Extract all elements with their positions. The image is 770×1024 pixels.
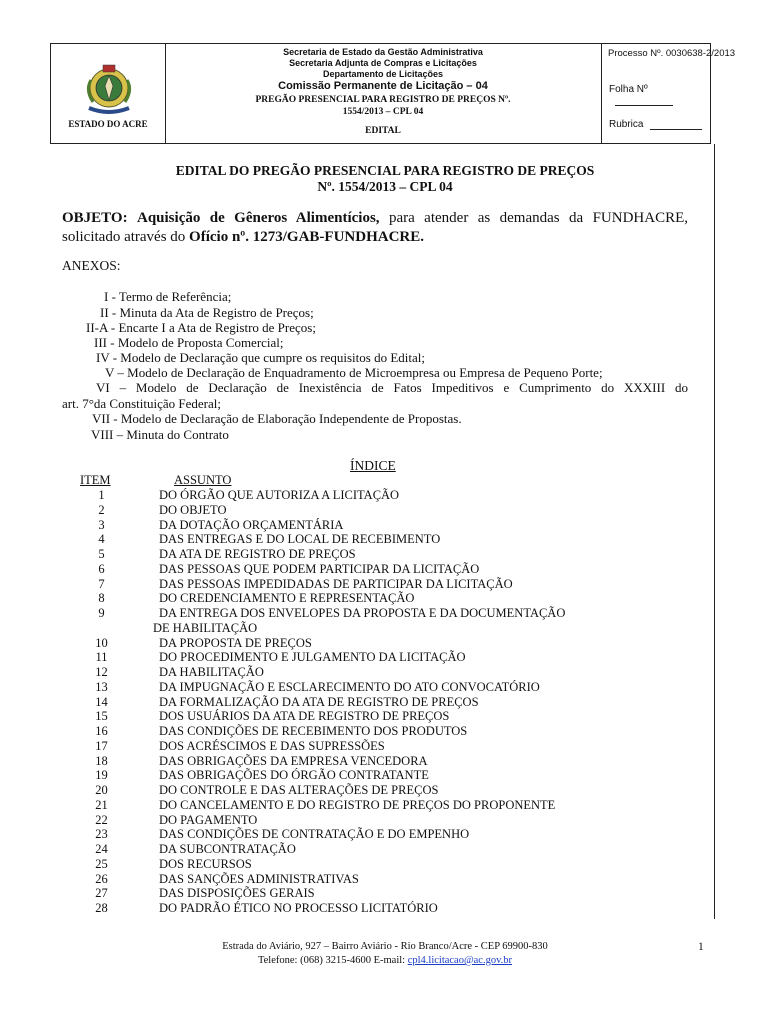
item-subject: DO ÓRGÃO QUE AUTORIZA A LICITAÇÃO bbox=[159, 488, 400, 502]
page-border-right bbox=[714, 144, 715, 919]
header-edital: EDITAL bbox=[365, 126, 401, 136]
footer-contact bbox=[0, 955, 770, 966]
anexo-item: II-A - Encarte I a Ata de Registro de Preços; bbox=[86, 320, 316, 335]
item-number: 22 bbox=[95, 812, 108, 827]
header-logo-cell bbox=[51, 44, 166, 143]
item-subject: DA HABILITAÇÃO bbox=[159, 665, 264, 679]
header-process-cell bbox=[602, 44, 736, 143]
objeto-paragraph bbox=[62, 209, 688, 247]
item-number: 23 bbox=[95, 827, 108, 842]
anexo-item-continuation: art. 7°da Constituição Federal; bbox=[62, 396, 221, 411]
item-number: 5 bbox=[98, 547, 105, 561]
item-number: 28 bbox=[95, 901, 108, 915]
item-number: 18 bbox=[95, 753, 108, 768]
folha-blank-line bbox=[615, 105, 673, 106]
item-subject: DA PROPOSTA DE PREÇOS bbox=[159, 635, 312, 650]
item-number: 9 bbox=[98, 606, 105, 620]
item-subject: DAS CONDIÇÕES DE CONTRATAÇÃO E DO EMPENHO bbox=[159, 827, 470, 842]
item-subject: DAS ENTREGAS E DO LOCAL DE RECEBIMENTO bbox=[159, 532, 441, 547]
item-subject: DO PROCEDIMENTO E JULGAMENTO DA LICITAÇÃO bbox=[159, 650, 466, 665]
header-pregao-line1: PREGÃO PRESENCIAL PARA REGISTRO DE PREÇOS Nº. bbox=[255, 95, 511, 105]
item-subject: DO PAGAMENTO bbox=[159, 812, 258, 827]
process-number: Processo Nº. 0030638-2/2013 bbox=[608, 48, 736, 59]
state-coat-of-arms-icon bbox=[81, 62, 137, 120]
item-subject: DOS RECURSOS bbox=[159, 856, 252, 871]
item-number: 4 bbox=[98, 532, 105, 547]
item-number: 27 bbox=[95, 886, 108, 901]
item-number: 8 bbox=[98, 591, 105, 606]
anexo-item: V – Modelo de Declaração de Enquadramento de Microempresa ou Empresa de Pequeno Porte; bbox=[105, 365, 603, 380]
indice-col-assunto: ASSUNTO bbox=[174, 473, 232, 487]
item-number: 3 bbox=[98, 517, 105, 532]
anexo-item: III - Modelo de Proposta Comercial; bbox=[94, 335, 284, 350]
item-number: 15 bbox=[95, 709, 108, 724]
anexo-item: IV - Modelo de Declaração que cumpre os requisitos do Edital; bbox=[96, 350, 425, 365]
header-pregao-line2: 1554/2013 – CPL 04 bbox=[342, 107, 424, 117]
header-title-cell bbox=[165, 44, 602, 143]
anexos-label: ANEXOS: bbox=[62, 258, 121, 273]
item-subject: DO OBJETO bbox=[159, 502, 227, 517]
item-number: 19 bbox=[95, 768, 108, 783]
anexo-item: II - Minuta da Ata de Registro de Preços; bbox=[100, 305, 314, 320]
item-number: 6 bbox=[98, 561, 105, 576]
item-subject: DO CONTROLE E DAS ALTERAÇÕES DE PREÇOS bbox=[159, 783, 439, 797]
item-subject: DOS USUÁRIOS DA ATA DE REGISTRO DE PREÇOS bbox=[159, 709, 450, 724]
anexo-item: VI – Modelo de Declaração de Inexistência de Fatos Impeditivos e Cumprimento do XXXIII do bbox=[96, 380, 688, 395]
item-number: 1 bbox=[98, 488, 105, 502]
item-number: 2 bbox=[98, 502, 105, 517]
item-subject: DA DOTAÇÃO ORÇAMENTÁRIA bbox=[159, 517, 344, 532]
item-subject: DA IMPUGNAÇÃO E ESCLARECIMENTO DO ATO CONVOCATÓRIO bbox=[159, 679, 540, 694]
item-subject: DA SUBCONTRATAÇÃO bbox=[159, 842, 296, 856]
edital-title-line1: EDITAL DO PREGÃO PRESENCIAL PARA REGISTRO DE PREÇOS bbox=[175, 163, 595, 178]
document-header bbox=[50, 43, 736, 144]
header-secretaria-adjunta: Secretaria Adjunta de Compras e Licitações bbox=[289, 58, 477, 68]
indice-col-item: ITEM bbox=[80, 473, 111, 487]
item-number: 26 bbox=[95, 871, 108, 886]
anexo-item: VIII – Minuta do Contrato bbox=[91, 427, 229, 442]
anexo-item: I - Termo de Referência; bbox=[104, 289, 232, 304]
indice-title: ÍNDICE bbox=[350, 458, 396, 473]
item-subject: DAS OBRIGAÇÕES DA EMPRESA VENCEDORA bbox=[159, 753, 428, 768]
item-number: 24 bbox=[95, 842, 108, 856]
item-number: 12 bbox=[95, 665, 108, 679]
item-number: 17 bbox=[95, 738, 108, 753]
edital-title-line2: Nº. 1554/2013 – CPL 04 bbox=[317, 179, 453, 194]
item-number: 14 bbox=[95, 694, 108, 709]
item-number: 13 bbox=[95, 679, 108, 694]
item-subject: DOS ACRÉSCIMOS E DAS SUPRESSÕES bbox=[159, 738, 385, 753]
rubrica-label: Rubrica bbox=[609, 119, 644, 130]
item-number: 25 bbox=[95, 856, 108, 871]
rubrica-blank-line bbox=[650, 129, 702, 130]
header-state-name: ESTADO DO ACRE bbox=[68, 119, 148, 129]
item-subject: DAS OBRIGAÇÕES DO ÓRGÃO CONTRATANTE bbox=[159, 768, 429, 783]
header-secretaria: Secretaria de Estado da Gestão Administrativa bbox=[283, 47, 483, 57]
item-subject: DAS DISPOSIÇÕES GERAIS bbox=[159, 886, 315, 901]
objeto-text: para atender as demandas da FUNDHACRE, solicitado através do bbox=[62, 210, 689, 245]
item-subject: DA FORMALIZAÇÃO DA ATA DE REGISTRO DE PREÇOS bbox=[159, 694, 479, 709]
item-subject: DA ATA DE REGISTRO DE PREÇOS bbox=[159, 547, 356, 561]
header-comissao: Comissão Permanente de Licitação – 04 bbox=[278, 80, 488, 92]
footer-address: Estrada do Aviário, 927 – Bairro Aviário - Rio Branco/Acre - CEP 69900-830 bbox=[222, 941, 548, 952]
item-subject: DA ENTREGA DOS ENVELOPES DA PROPOSTA E DA DOCUMENTAÇÃO bbox=[159, 606, 566, 620]
item-subject: DO PADRÃO ÉTICO NO PROCESSO LICITATÓRIO bbox=[159, 901, 438, 915]
item-subject: DAS PESSOAS IMPEDIDADAS DE PARTICIPAR DA LICITAÇÃO bbox=[159, 576, 513, 591]
item-number: 10 bbox=[95, 635, 108, 650]
header-departamento: Departamento de Licitações bbox=[322, 69, 444, 79]
footer-phone: Telefone: (068) 3215-4600 E-mail: bbox=[257, 955, 408, 966]
item-number: 20 bbox=[95, 783, 108, 797]
objeto-oficio: Ofício nº. 1273/GAB-FUNDHACRE. bbox=[189, 229, 424, 245]
item-number: 11 bbox=[95, 650, 108, 665]
page-number: 1 bbox=[698, 941, 704, 953]
anexo-item: VII - Modelo de Declaração de Elaboração Independente de Propostas. bbox=[92, 411, 462, 426]
item-subject: DO CANCELAMENTO E DO REGISTRO DE PREÇOS DO PROPONENTE bbox=[159, 797, 556, 812]
folha-field bbox=[609, 84, 710, 106]
objeto-bold-text: Aquisição de Gêneros Alimentícios, bbox=[137, 210, 380, 226]
item-subject: DAS CONDIÇÕES DE RECEBIMENTO DOS PRODUTOS bbox=[159, 724, 468, 738]
item-number: 21 bbox=[95, 797, 108, 812]
item-subject: DAS PESSOAS QUE PODEM PARTICIPAR DA LICITAÇÃO bbox=[159, 561, 480, 576]
item-subject: DE HABILITAÇÃO bbox=[153, 620, 258, 635]
objeto-label: OBJETO: bbox=[62, 210, 128, 226]
item-subject: DO CREDENCIAMENTO E REPRESENTAÇÃO bbox=[159, 591, 415, 606]
item-number: 7 bbox=[98, 576, 105, 591]
rubrica-field bbox=[609, 119, 702, 130]
folha-label: Folha Nº bbox=[609, 84, 648, 95]
footer-email-link[interactable]: cpl4.licitacao@ac.gov.br bbox=[407, 955, 513, 966]
item-subject: DAS SANÇÕES ADMINISTRATIVAS bbox=[159, 871, 359, 886]
item-number: 16 bbox=[95, 724, 108, 738]
